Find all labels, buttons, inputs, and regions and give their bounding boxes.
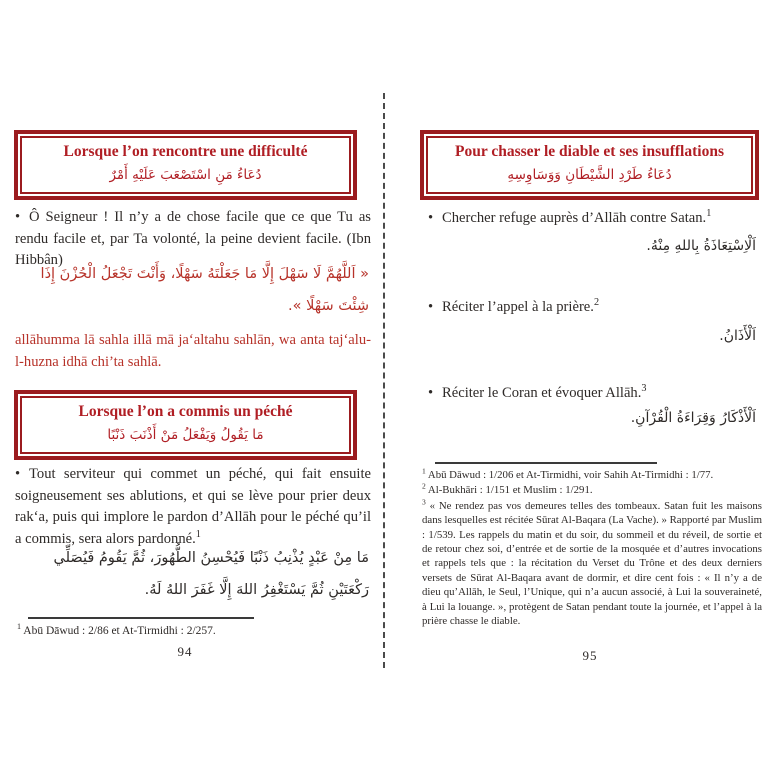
right-footnote-2-number: 2 (422, 481, 426, 491)
bullet-marker: • (428, 385, 434, 401)
footnote-reference: 3 (641, 383, 647, 395)
right-footnote-3 (422, 499, 762, 629)
bullet-marker: • (428, 210, 434, 226)
left-title2-arabic: مَا يَقُولُ وَيَفْعَلُ مَنْ أَذْنَبَ ذَنْبًا (107, 427, 264, 443)
right-title-arabic: دُعَاءُ طَرْدِ الشَّيْطَانِ وَوَسَاوِسِهِ (507, 167, 672, 183)
right-footnotes (422, 468, 762, 629)
left-title-arabic: دُعَاءُ مَنِ اسْتَصْعَبَ عَلَيْهِ أَمْرٌ (109, 167, 262, 183)
left-title-box-inner (20, 136, 351, 194)
right-title-box-devil (420, 130, 759, 200)
left-transliteration: allāhumma lā sahla illā mā ja‘altahu sahlān, wa anta taj‘alu-l-huzna idhā chi’ta sahlā. (15, 332, 371, 370)
right-arabic-refuge: اَلْاِسْتِعَاذَةُ بِاللهِ مِنْهُ. (646, 238, 756, 254)
bullet-marker: • (428, 299, 434, 315)
footnote-reference: 1 (195, 528, 201, 540)
right-footnote-3-text: « Ne rendez pas vos demeures telles des tombeaux. Satan fuit les maisons dans lesquelles est récitée Sūrat Al-Baqara (La Vache). » Rapporté par Muslim : 1/539. Les rappels du matin et du soir, du sommeil et du réveil, de sortie et de retour chez soi, d’entrée et de sortie de la mosquée et d’autres invocations et rappels tels que : la récitation du Verset du Trône et des deux derniers versets de Sūrat Al-Baqara avant de dormir, et dire cent fois : « Il n’y a de dieu qu’Allāh, le Seul, l’Unique, qui n’a aucun associé, à Lui la souveraineté, à Lui la louange. », protègent de Satan pendant toute la journée, et l’appel à la prière chasse le diable. (422, 499, 762, 628)
right-bullet-adhan (428, 297, 762, 319)
right-bullet-quran (428, 383, 762, 405)
right-footnote-separator (435, 462, 657, 464)
right-page-number: 95 (582, 648, 598, 663)
right-bullet-adhan-text: Réciter l’appel à la prière. (442, 299, 594, 315)
left-title-box-sin (14, 390, 357, 460)
left-title-french: Lorsque l’on rencontre une difficulté (63, 143, 308, 160)
right-footnote-1-number: 1 (422, 466, 426, 476)
right-footnote-1-text: Abū Dāwud : 1/206 et At-Tirmidhi, voir Sahih At-Tirmidhi : 1/77. (427, 469, 714, 481)
left-invocation-arabic: « اَللَّهُمَّ لَا سَهْلَ إِلَّا مَا جَعَلْتَهُ سَهْلًا، وَأَنْتَ تَجْعَلُ الْحُزْنَ إِذَا شِئْتَ سَهْلًا ». (40, 266, 369, 314)
right-arabic-quran: اَلْأَذْكَارُ وَقِرَاءَةُ الْقُرْآنِ. (630, 410, 756, 426)
left-hadith-arabic: مَا مِنْ عَبْدٍ يُذْنِبُ ذَنْبًا فَيُحْسِنُ الطُّهُورَ، ثُمَّ يَقُومُ فَيُصَلِّي رَكْعَتَيْنِ ثُمَّ يَسْتَغْفِرُ اللهَ إِلَّا غَفَرَ اللهُ لَهُ. (53, 550, 369, 598)
right-bullet-refuge (428, 208, 762, 230)
left-page-number: 94 (177, 644, 193, 659)
page-fold-divider (383, 93, 385, 668)
bullet-marker: • (15, 209, 21, 225)
footnote-reference: 2 (593, 297, 600, 309)
footnote-reference: 1 (706, 208, 712, 220)
right-arabic-adhan: اَلْأَذَانُ. (719, 328, 756, 344)
left-title2-french: Lorsque l’on a commis un péché (78, 403, 293, 420)
left-title-box2-inner (20, 396, 351, 454)
bullet-marker: • (15, 466, 21, 482)
right-bullet-quran-text: Réciter le Coran et évoquer Allāh. (442, 385, 642, 401)
left-footnote (17, 624, 373, 639)
right-footnote-2 (422, 483, 762, 497)
left-footnote-text: Abū Dāwud : 2/86 et At-Tirmidhi : 2/257. (23, 625, 216, 637)
left-footnote-separator (28, 617, 254, 619)
left-paragraph-sin-text: Tout serviteur qui commet un péché, qui fait ensuite soigneusement ses ablutions, et qui se lève pour prier deux rak‘a, puis qui implore le pardon d’Allāh pour le péché qu’il a commis, sera alors pardonné. (15, 466, 371, 547)
left-paragraph-sin (15, 464, 371, 550)
right-title-french: Pour chasser le diable et ses insufflations (455, 143, 724, 160)
right-footnote-1 (422, 468, 762, 482)
right-title-box-inner (426, 136, 753, 194)
left-paragraph-difficulty-text: Ô Seigneur ! Il n’y a de chose facile que ce que Tu as rendu facile et, par Ta volonté, la peine devient facile. (Ibn Hibbân) (15, 209, 371, 268)
left-title-box-difficulty (14, 130, 357, 200)
right-footnote-2-text: Al-Bukhāri : 1/151 et Muslim : 1/291. (427, 484, 593, 497)
left-footnote-number: 1 (17, 622, 22, 632)
right-bullet-refuge-text: Chercher refuge auprès d’Allāh contre Satan. (442, 210, 707, 226)
right-footnote-3-number: 3 (422, 497, 426, 507)
